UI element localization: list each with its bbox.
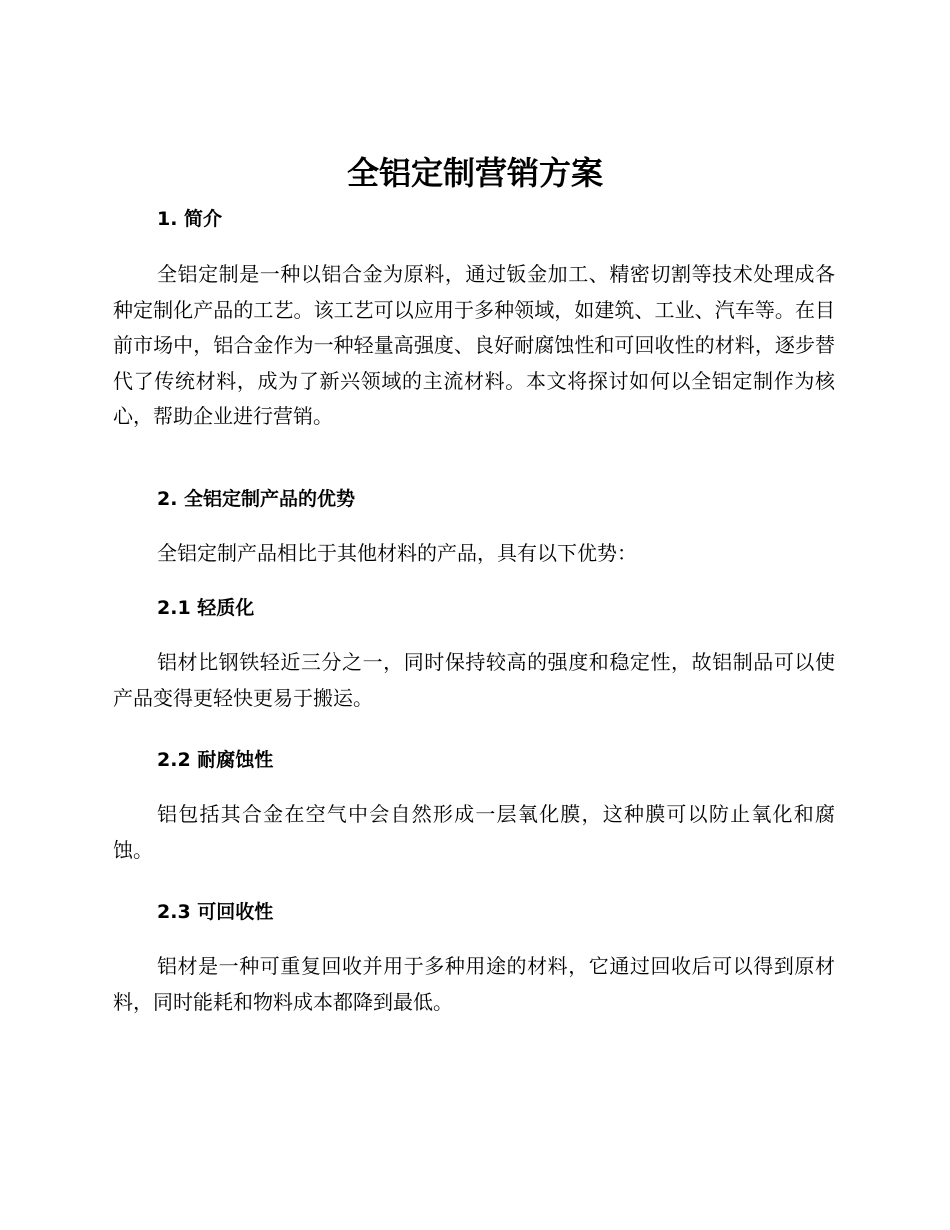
document-title: 全铝定制营销方案 — [346, 154, 603, 192]
section-heading-intro: 1. 简介 — [157, 208, 223, 230]
section-heading-corrosion: 2.2 耐腐蚀性 — [157, 749, 274, 771]
paragraph-intro: 全铝定制是一种以铝合金为原料，通过钣金加工、精密切割等技术处理成各种定制化产品的工艺。该工艺可以应用于多种领域，如建筑、工业、汽车等。在目前市场中，铝合金作为一种轻量高强度、良好耐腐蚀性和可回收性的材料，逐步替代了传统材料，成为了新兴领域的主流材料。本文将探讨如何以全铝定制作为核心，帮助企业进行营销。 — [113, 262, 835, 428]
section-heading-lightweight: 2.1 轻质化 — [157, 597, 255, 619]
paragraph-recyclable: 铝材是一种可重复回收并用于多种用途的材料，它通过回收后可以得到原材料，同时能耗和物料成本都降到最低。 — [113, 954, 835, 1014]
section-heading-advantages: 2. 全铝定制产品的优势 — [157, 488, 356, 510]
paragraph-corrosion: 铝包括其合金在空气中会自然形成一层氧化膜，这种膜可以防止氧化和腐蚀。 — [113, 802, 835, 862]
paragraph-lightweight: 铝材比钢铁轻近三分之一，同时保持较高的强度和稳定性，故铝制品可以使产品变得更轻快更易于搬运。 — [113, 650, 835, 710]
paragraph-advantages: 全铝定制产品相比于其他材料的产品，具有以下优势： — [157, 541, 637, 565]
section-heading-recyclable: 2.3 可回收性 — [157, 901, 274, 923]
